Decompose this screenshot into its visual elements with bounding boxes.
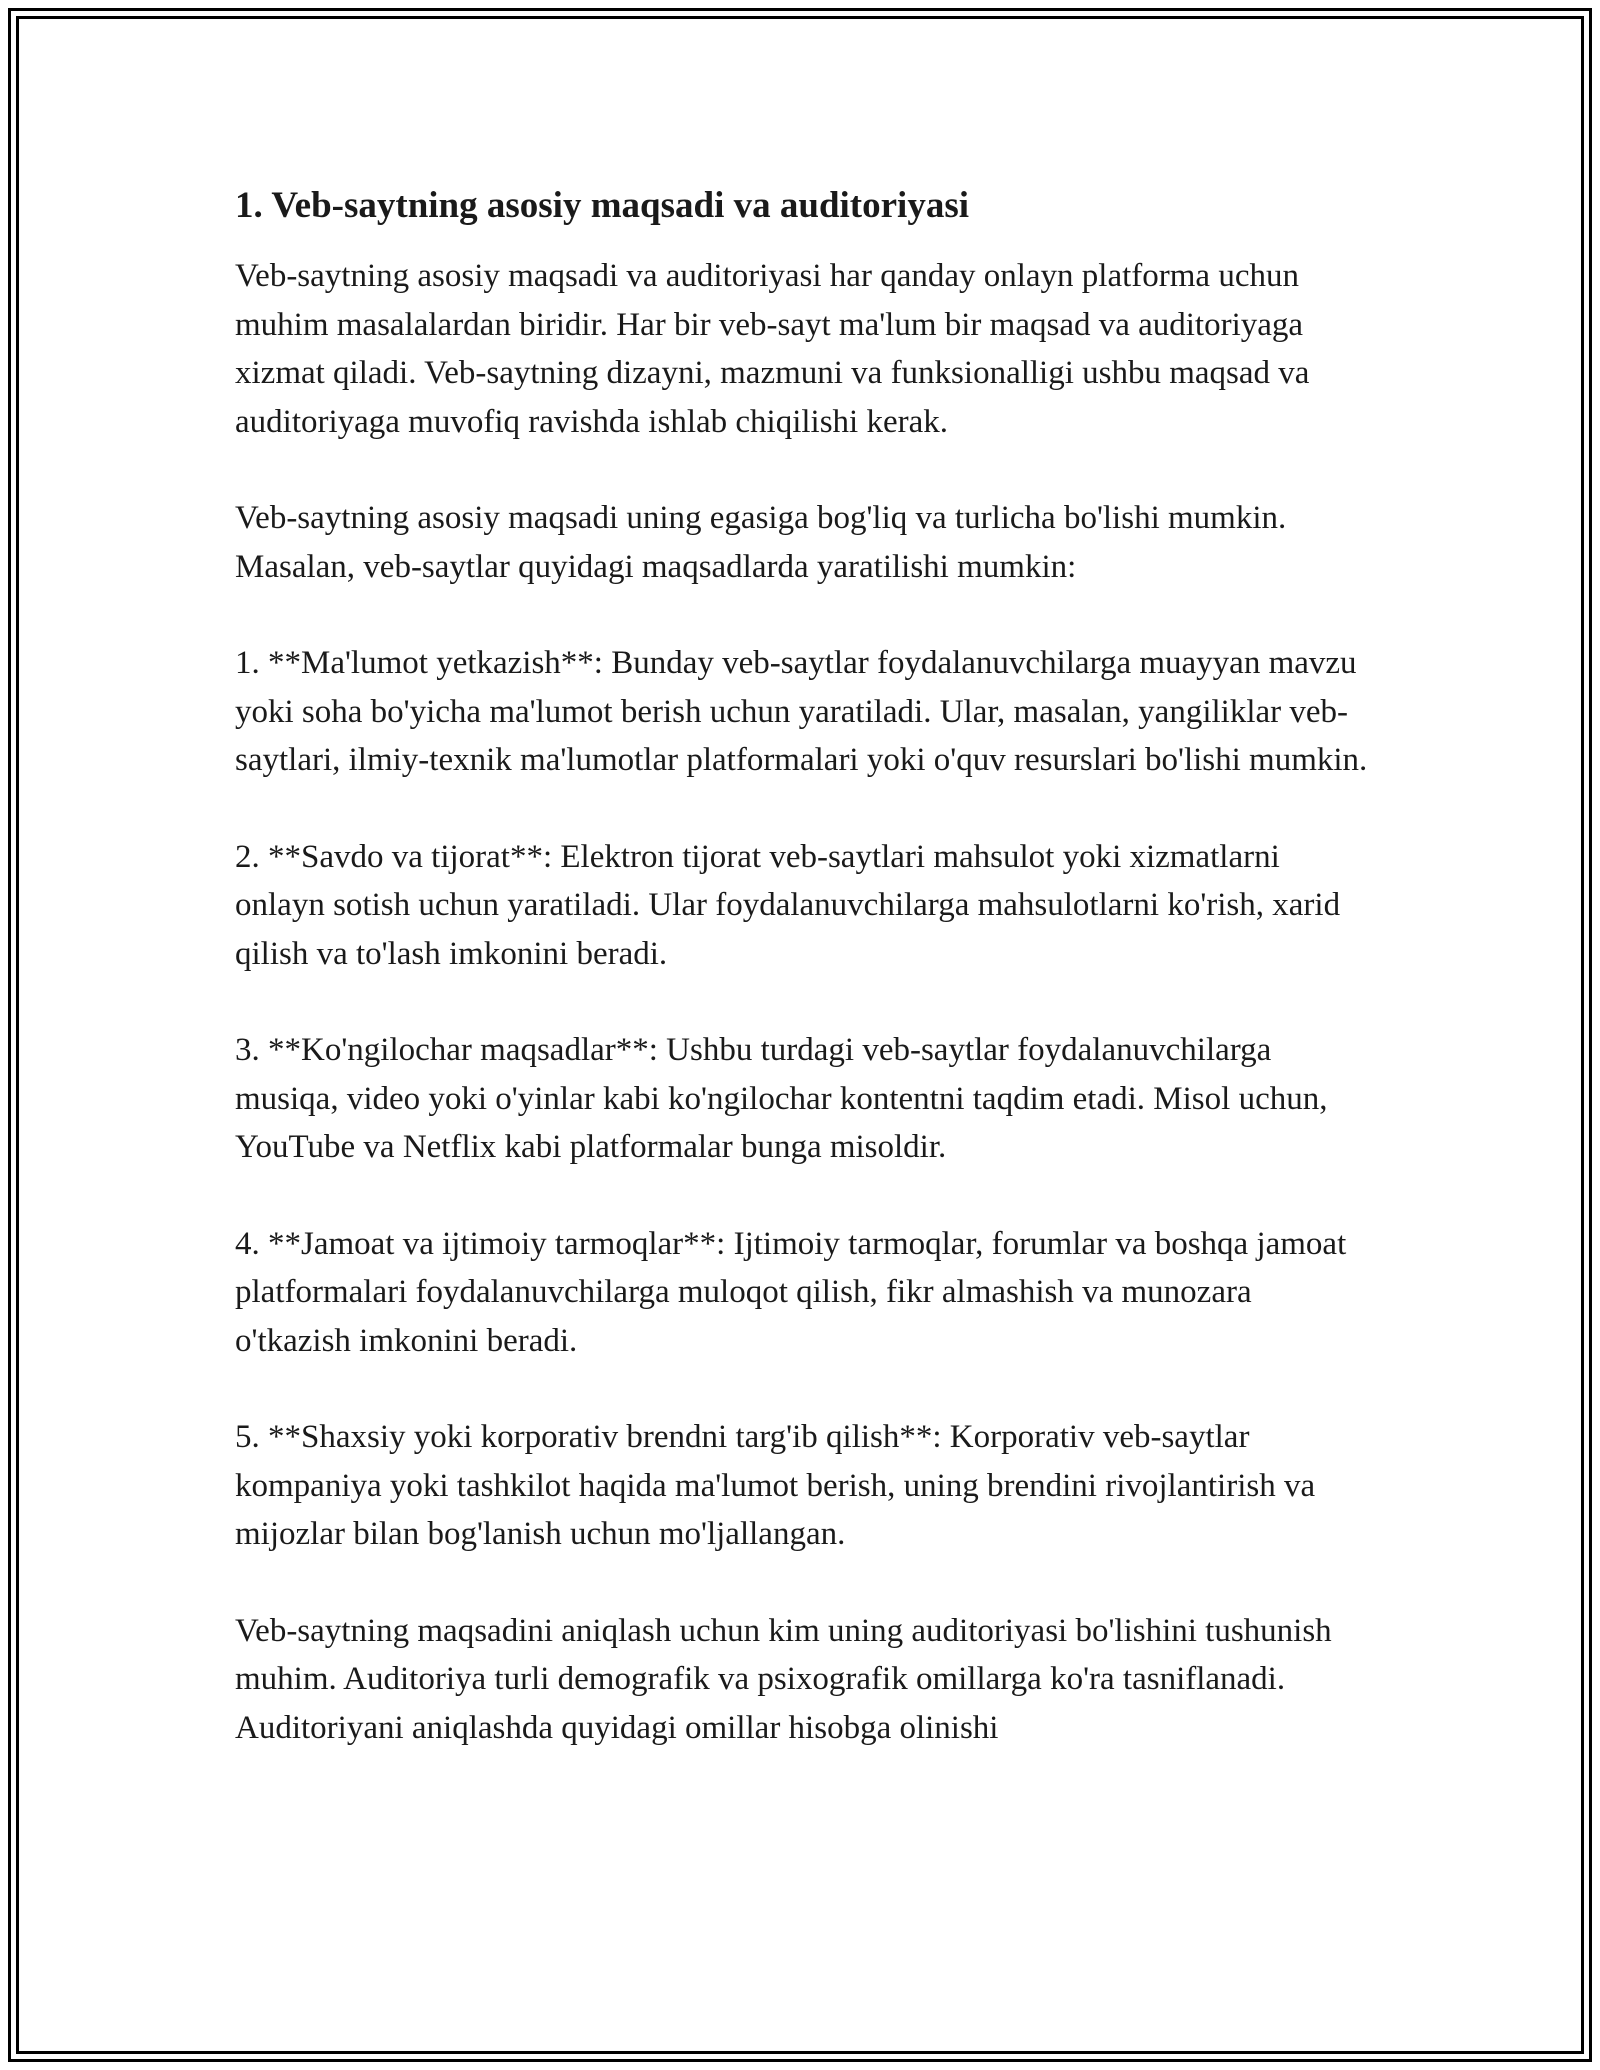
list-item-1: 1. **Ma'lumot yetkazish**: Bunday veb-saytlar foydalanuvchilarga muayyan mavzu yoki soha bo'yicha ma'lumot berish uchun yaratiladi. Ular, masalan, yangiliklar veb-saytlari, ilmiy-texnik ma'lumotlar platformalari yoki o'quv resurslari bo'lishi mumkin. bbox=[235, 645, 1368, 778]
list-item-5: 5. **Shaxsiy yoki korporativ brendni targ'ib qilish**: Korporativ veb-saytlar kompaniya yoki tashkilot haqida ma'lumot berish, uning brendini rivojlantirish va mijozlar bilan bog'lanish uchun mo'ljallangan. bbox=[235, 1419, 1316, 1552]
paragraph-intro: Veb-saytning asosiy maqsadi va auditoriyasi har qanday onlayn platforma uchun muhim masalalardan biridir. Har bir veb-sayt ma'lum bir maqsad va auditoriyaga xizmat qiladi. Veb-saytning dizayni, mazmuni va funksionalligi ushbu maqsad va auditoriyaga muvofiq ravishda ishlab chiqilishi kerak. bbox=[235, 258, 1310, 440]
document-body bbox=[235, 180, 1375, 1800]
list-item-3: 3. **Ko'ngilochar maqsadlar**: Ushbu turdagi veb-saytlar foydalanuvchilarga musiqa, video yoki o'yinlar kabi ko'ngilochar kontentni taqdim etadi. Misol uchun, YouTube va Netflix kabi platformalar bunga misoldir. bbox=[235, 1032, 1328, 1165]
paragraph-audience: Veb-saytning maqsadini aniqlash uchun kim uning auditoriyasi bo'lishini tushunish muhim. Auditoriya turli demografik va psixografik omillarga ko'ra tasniflanadi. Auditoriyani aniqlashda quyidagi omillar hisobga olinishi bbox=[235, 1612, 1332, 1746]
list-item-2: 2. **Savdo va tijorat**: Elektron tijorat veb-saytlari mahsulot yoki xizmatlarni onlayn sotish uchun yaratiladi. Ular foydalanuvchilarga mahsulotlarni ko'rish, xarid qilish va to'lash imkonini beradi. bbox=[235, 838, 1341, 972]
paragraph-purpose: Veb-saytning asosiy maqsadi uning egasiga bog'liq va turlicha bo'lishi mumkin. Masalan, veb-saytlar quyidagi maqsadlarda yaratilishi mumkin: bbox=[235, 500, 1287, 585]
section-heading: 1. Veb-saytning asosiy maqsadi va auditoriyasi bbox=[235, 185, 970, 226]
list-item-4: 4. **Jamoat va ijtimoiy tarmoqlar**: Ijtimoiy tarmoqlar, forumlar va boshqa jamoat platformalari foydalanuvchilarga muloqot qilish, fikr almashish va munozara o'tkazish imkonini beradi. bbox=[235, 1225, 1347, 1359]
